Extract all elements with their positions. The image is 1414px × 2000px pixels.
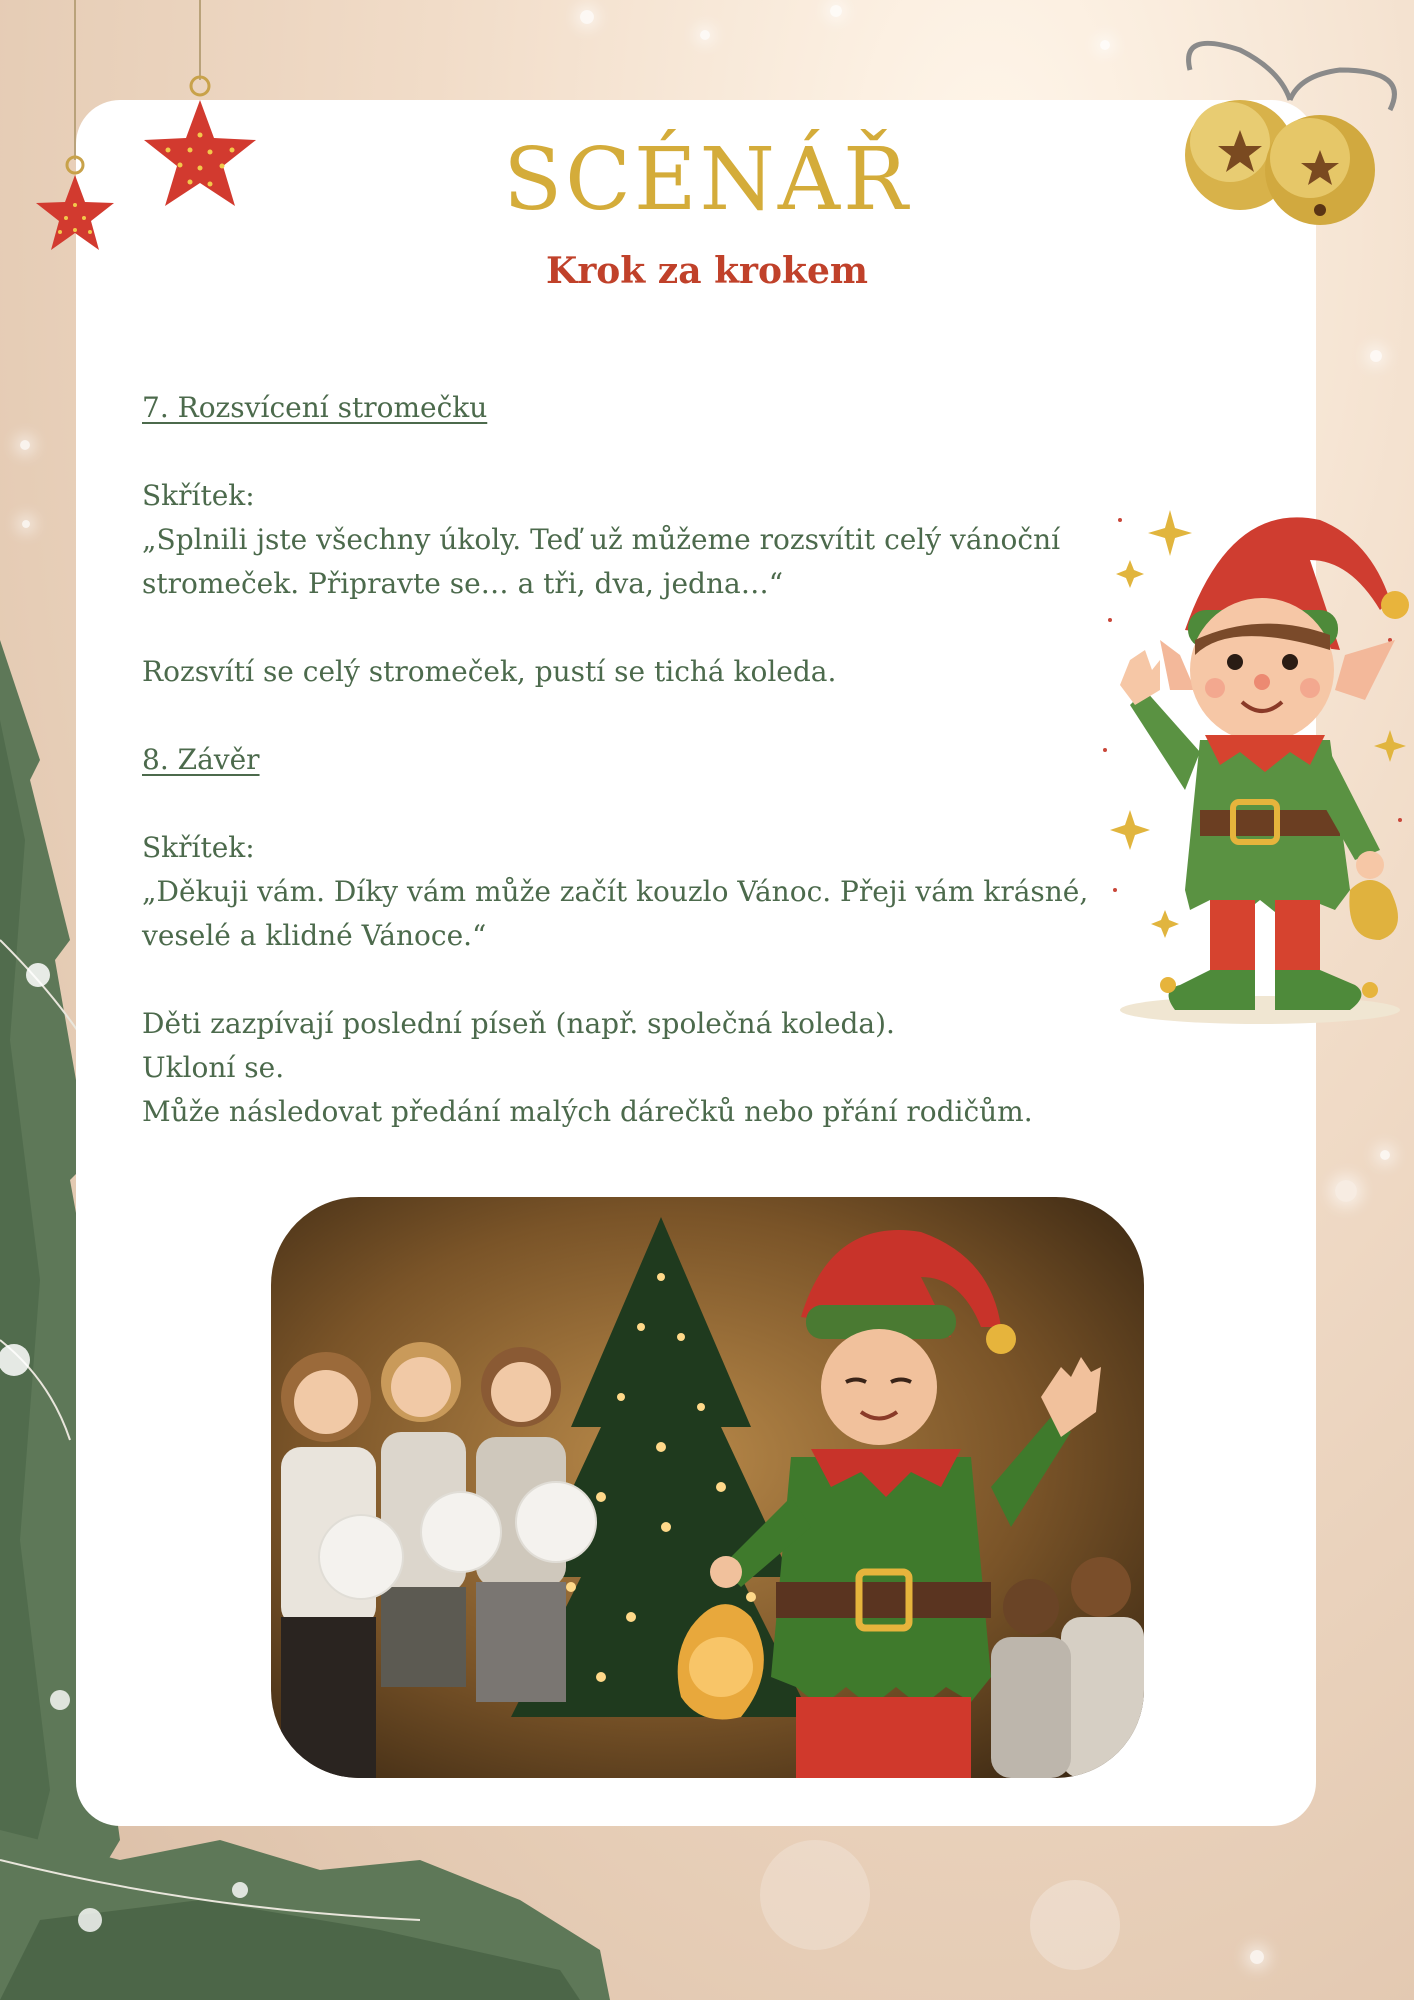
bokeh-light <box>1250 1950 1264 1964</box>
dialogue-line: stromeček. Připravte se… a tři, dva, jedna…“ <box>142 567 784 600</box>
bokeh-light <box>20 440 30 450</box>
bokeh-light <box>22 520 30 528</box>
elf-illustration <box>1090 490 1410 1030</box>
stage-direction: Rozsvítí se celý stromeček, pustí se tichá koleda. <box>142 655 837 688</box>
page-title: SCÉNÁŘ <box>503 130 911 230</box>
bokeh-light <box>1335 1180 1357 1202</box>
speaker-label: Skřítek: <box>142 479 255 512</box>
dialogue-line: „Děkuji vám. Díky vám může začít kouzlo Vánoc. Přeji vám krásné, <box>142 875 1089 908</box>
bokeh-light <box>580 10 594 24</box>
stage-direction: Může následovat předání malých dárečků nebo přání rodičům. <box>142 1095 1033 1128</box>
christmas-tree-bottom <box>0 1800 620 2000</box>
elf-with-children-photo <box>271 1197 1144 1778</box>
speaker-label: Skřítek: <box>142 831 255 864</box>
bokeh-light <box>1380 1150 1390 1160</box>
bokeh-light <box>700 30 710 40</box>
scene-photo <box>271 1197 1144 1778</box>
page-subtitle: Krok za krokem <box>546 250 868 292</box>
bokeh-light <box>760 1840 870 1950</box>
dialogue-line: „Splnili jste všechny úkoly. Teď už můžeme rozsvítit celý vánoční <box>142 523 1061 556</box>
bokeh-light <box>830 5 842 17</box>
script-content <box>142 386 1102 1134</box>
bokeh-light <box>1100 40 1110 50</box>
dialogue-line: veselé a klidné Vánoce.“ <box>142 919 487 952</box>
stage-direction: Děti zazpívají poslední píseň (např. společná koleda). <box>142 1007 895 1040</box>
bokeh-light <box>1030 1880 1120 1970</box>
section-heading: 7. Rozsvícení stromečku <box>142 391 488 424</box>
bokeh-light <box>1370 350 1382 362</box>
section-heading: 8. Závěr <box>142 743 260 776</box>
stage-direction: Ukloní se. <box>142 1051 285 1084</box>
